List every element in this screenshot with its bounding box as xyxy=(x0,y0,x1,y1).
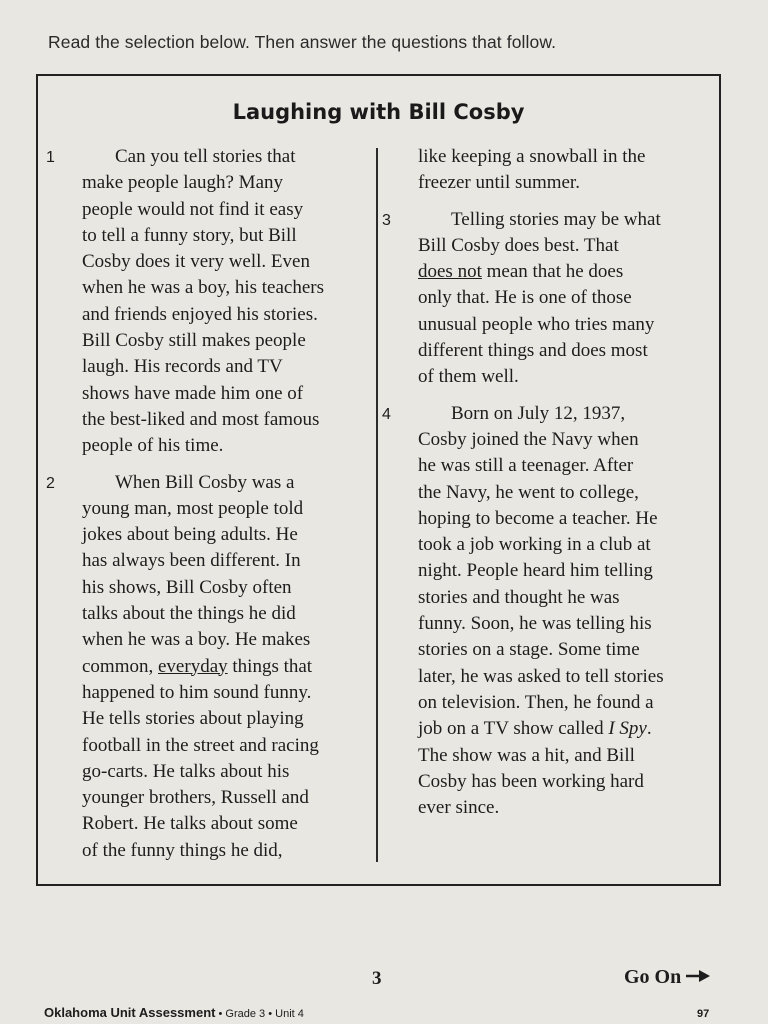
left-column xyxy=(46,144,368,864)
text-line: only that. He is one of those xyxy=(418,287,632,309)
text-segment: . xyxy=(646,718,652,740)
text-line: Cosby does it very well. Even xyxy=(82,251,310,273)
text-line: unusual people who tries many xyxy=(418,313,655,335)
text-line: funny. Soon, he was telling his xyxy=(418,613,652,635)
vocab-word-everyday: everyday xyxy=(158,655,228,677)
text-segment: common, xyxy=(82,655,158,677)
paragraph-number: 3 xyxy=(382,211,391,229)
text-line: He tells stories about playing xyxy=(82,708,304,730)
paragraph-4 xyxy=(382,401,710,822)
text-line xyxy=(82,654,368,680)
text-line: When Bill Cosby was a xyxy=(115,471,295,493)
text-line: go-carts. He talks about his xyxy=(82,760,290,782)
text-line: people would not find it easy xyxy=(82,198,304,220)
text-segment: job on a TV show called xyxy=(418,718,609,740)
text-line: later, he was asked to tell stories xyxy=(418,665,664,687)
text-line: the Navy, he went to college, xyxy=(418,481,639,503)
text-line: night. People heard him telling xyxy=(418,560,653,582)
text-line: younger brothers, Russell and xyxy=(82,787,309,809)
paragraph-number: 4 xyxy=(382,405,391,423)
paragraph-2 xyxy=(46,470,368,864)
text-line: took a job working in a club at xyxy=(418,534,651,556)
text-line: stories and thought he was xyxy=(418,586,620,608)
text-line: on television. Then, he found a xyxy=(418,691,654,713)
go-on-indicator xyxy=(624,966,711,989)
text-line xyxy=(418,259,710,285)
go-on-label: Go On xyxy=(624,966,682,988)
text-line: different things and does most xyxy=(418,340,648,362)
instructions: Read the selection below. Then answer the questions that follow. xyxy=(48,32,557,52)
text-line: has always been different. In xyxy=(82,550,301,572)
text-line: make people laugh? Many xyxy=(82,172,284,194)
text-segment: mean that he does xyxy=(481,261,624,283)
text-line: his shows, Bill Cosby often xyxy=(82,576,292,598)
column-divider xyxy=(376,148,378,862)
passage-box xyxy=(36,74,721,886)
paragraph-1 xyxy=(46,144,368,460)
text-line: Can you tell stories that xyxy=(115,146,296,167)
text-line: Robert. He talks about some xyxy=(82,813,298,835)
paragraph-2-continued xyxy=(418,144,710,197)
text-line: the best-liked and most famous xyxy=(82,408,320,430)
text-line: like keeping a snowball in the xyxy=(418,146,646,167)
text-line: freezer until summer. xyxy=(418,172,580,194)
text-line: hoping to become a teacher. He xyxy=(418,507,658,529)
paragraph-number: 1 xyxy=(46,149,55,166)
text-line: jokes about being adults. He xyxy=(82,524,298,546)
text-line: to tell a funny story, but Bill xyxy=(82,224,297,246)
page-number: 3 xyxy=(372,968,382,989)
text-line: football in the street and racing xyxy=(82,734,319,756)
assessment-detail: • Grade 3 • Unit 4 xyxy=(215,1008,304,1020)
assessment-title: Oklahoma Unit Assessment xyxy=(44,1005,216,1020)
text-line: laugh. His records and TV xyxy=(82,356,283,378)
vocab-phrase-does-not: does not xyxy=(418,261,482,283)
assessment-footer xyxy=(44,1005,304,1020)
text-line xyxy=(418,716,710,742)
text-line: people of his time. xyxy=(82,435,224,457)
paragraph-number: 2 xyxy=(46,474,55,492)
right-column xyxy=(382,144,710,821)
text-line: The show was a hit, and Bill xyxy=(418,744,635,766)
text-line: young man, most people told xyxy=(82,497,304,519)
text-line: when he was a boy. He makes xyxy=(82,629,311,651)
text-line: Bill Cosby still makes people xyxy=(82,330,306,352)
text-line: shows have made him one of xyxy=(82,382,304,404)
text-line: Cosby joined the Navy when xyxy=(418,428,639,450)
text-line: talks about the things he did xyxy=(82,603,296,625)
text-line: Bill Cosby does best. That xyxy=(418,234,619,256)
text-line: stories on a stage. Some time xyxy=(418,639,640,661)
text-segment: things that xyxy=(227,655,313,677)
text-line: of them well. xyxy=(418,366,519,388)
text-line: he was still a teenager. After xyxy=(418,455,634,477)
text-line: ever since. xyxy=(418,797,500,819)
passage-title: Laughing with Bill Cosby xyxy=(232,100,525,124)
right-arrow-icon xyxy=(685,966,711,989)
show-title: I Spy xyxy=(608,718,647,740)
paragraph-3 xyxy=(382,207,710,391)
text-line: Born on July 12, 1937, xyxy=(451,402,626,424)
text-line: happened to him sound funny. xyxy=(82,681,312,703)
book-page-number: 97 xyxy=(697,1008,710,1020)
text-line: of the funny things he did, xyxy=(82,839,283,861)
text-line: and friends enjoyed his stories. xyxy=(82,303,318,325)
text-line: Cosby has been working hard xyxy=(418,770,644,792)
text-line: when he was a boy, his teachers xyxy=(82,277,324,299)
text-line: Telling stories may be what xyxy=(451,208,661,230)
